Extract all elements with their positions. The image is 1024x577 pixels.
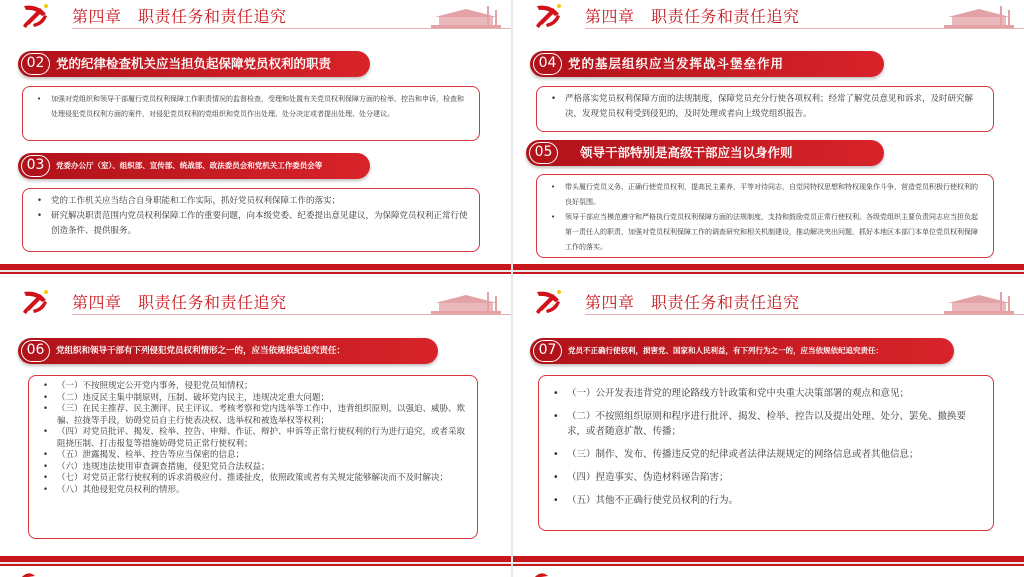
list-item: • （一）公开发表违背党的理论路线方针政策和党中央重大决策部署的观点和意见； bbox=[553, 386, 983, 401]
section-04-bar bbox=[530, 51, 884, 77]
list-item: • 加强对党组织和领导干部履行党员权利保障工作职责情况的监督检查，受理和处置有关党员权利保障方面的检举、控告和申诉，检查和处理侵犯党员权利方面的案件，对侵犯党员权利的党组织和党员作出处理、处分决定或者提出处理、处分建议。 bbox=[37, 92, 469, 122]
section-number: 04 bbox=[533, 53, 562, 75]
tiananmen-icon bbox=[425, 4, 505, 30]
list-item: • （五）其他不正确行使党员权利的行为。 bbox=[553, 493, 983, 508]
list-item: • （二）不按照组织原则和程序进行批评、揭发、检举、控告以及提出处理、处分、罢免、撤换要求，或者随意扩散、传播； bbox=[553, 409, 983, 439]
list-item: • （五）泄露揭发、检举、控告等应当保密的信息； bbox=[43, 450, 467, 462]
party-emblem-icon bbox=[533, 2, 563, 30]
list-item: • （六）违规违法使用审查调查措施，侵犯党员合法权益； bbox=[43, 462, 467, 474]
slide-bottom-bar bbox=[0, 556, 511, 562]
tiananmen-icon bbox=[938, 4, 1018, 30]
slide-bottom-bar bbox=[513, 264, 1024, 270]
section-04-box bbox=[536, 86, 994, 132]
slide-bottom-bar bbox=[513, 556, 1024, 562]
party-emblem-icon bbox=[533, 288, 563, 316]
slide-top-line bbox=[0, 272, 511, 274]
chapter-title: 第四章 职责任务和责任追究 bbox=[72, 293, 287, 312]
list-item: • （三）制作、发布、传播违反党的纪律或者法律法规规定的网络信息或者其他信息； bbox=[553, 447, 983, 462]
section-07-bar bbox=[530, 338, 954, 364]
slide-header bbox=[513, 286, 1024, 320]
section-number: 06 bbox=[21, 340, 50, 362]
section-title: 党的纪律检查机关应当担负起保障党员权利的职责 bbox=[56, 56, 332, 71]
slide-1[interactable] bbox=[0, 0, 511, 270]
slide-5-partial[interactable] bbox=[0, 564, 511, 577]
section-03-bar bbox=[18, 153, 370, 179]
section-number: 05 bbox=[529, 142, 558, 164]
slide-top-line bbox=[513, 272, 1024, 274]
slide-top-line bbox=[513, 564, 1024, 566]
section-03-box bbox=[22, 188, 480, 252]
slide-2[interactable] bbox=[513, 0, 1024, 270]
section-07-box bbox=[538, 375, 994, 531]
section-number: 02 bbox=[21, 53, 50, 75]
list-item: • （四）对党员批评、揭发、检举、控告、申辩、作证、辩护、申诉等正常行使权利的行为进行追究，或者采取阻挠压制、打击报复等措施妨碍党员正常行使权利； bbox=[43, 427, 467, 450]
party-emblem-icon bbox=[20, 570, 36, 577]
section-number: 07 bbox=[533, 340, 562, 362]
list-item: • 研究解决职责范围内党员权利保障工作的重要问题，向本级党委、纪委提出意见建议，为保障党员权利正常行使创造条件、提供服务。 bbox=[37, 209, 469, 239]
chapter-title: 第四章 职责任务和责任追究 bbox=[585, 7, 800, 26]
slide-header bbox=[513, 0, 1024, 34]
party-emblem-icon bbox=[20, 2, 50, 30]
section-05-box bbox=[536, 174, 994, 258]
slide-4[interactable] bbox=[513, 272, 1024, 562]
section-title: 党的基层组织应当发挥战斗堡垒作用 bbox=[568, 56, 785, 71]
section-number: 03 bbox=[21, 155, 50, 177]
section-title: 党组织和领导干部有下列侵犯党员权利情形之一的，应当依规依纪追究责任： bbox=[56, 346, 346, 356]
slide-header bbox=[0, 286, 511, 320]
list-item: • （三）在民主推荐、民主测评、民主评议、考核考察和党内选举等工作中，违背组织原则，以强迫、威胁、欺骗、拉拢等手段，妨碍党员自主行使表决权、选举权和被选举权等权利； bbox=[43, 404, 467, 427]
list-item: • （一）不按照规定公开党内事务，侵犯党员知情权； bbox=[43, 381, 467, 393]
list-item: • （二）违反民主集中制原则，压制、破坏党内民主，违规决定重大问题； bbox=[43, 393, 467, 405]
section-02-bar bbox=[18, 51, 370, 77]
list-item: • （八）其他侵犯党员权利的情形。 bbox=[43, 485, 467, 497]
list-item: • 领导干部应当模范遵守和严格执行党员权利保障方面的法规制度，支持和鼓励党员正常行使权利。各级党组织主要负责同志应当担负起第一责任人的职责，加强对党员权利保障工作的调查研究和相关机制建设，推动解决突出问题，抓好本地区本部门本单位党员权利保障工作的落实。 bbox=[551, 210, 983, 255]
tiananmen-icon bbox=[938, 290, 1018, 316]
tiananmen-icon bbox=[425, 290, 505, 316]
list-item: • 带头履行党员义务、正确行使党员权利，提高民主素养，平等对待同志，自觉同特权思想和特权现象作斗争，营造党员积极行使权利的良好氛围。 bbox=[551, 180, 983, 210]
section-title: 党委办公厅（室）、组织部、宣传部、统战部、政法委员会和党机关工作委员会等 bbox=[56, 161, 323, 170]
section-06-box bbox=[28, 375, 478, 539]
section-06-bar bbox=[18, 338, 438, 364]
list-item: • （四）捏造事实、伪造材料诬告陷害； bbox=[553, 470, 983, 485]
slide-bottom-bar bbox=[0, 264, 511, 270]
list-item: • 严格落实党员权利保障方面的法规制度，保障党员充分行使各项权利；经常了解党员意见和诉求，及时研究解决，发现党员权利受到侵犯的，及时处理或者向上级党组织报告。 bbox=[551, 92, 983, 122]
list-item: • 党的工作机关应当结合自身职能和工作实际，抓好党员权利保障工作的落实； bbox=[37, 194, 469, 209]
slide-top-line bbox=[0, 564, 511, 566]
section-title: 党员不正确行使权利，损害党、国家和人民利益，有下列行为之一的，应当依规依纪追究责任： bbox=[568, 346, 883, 355]
chapter-title: 第四章 职责任务和责任追究 bbox=[72, 7, 287, 26]
section-02-box bbox=[22, 86, 480, 141]
party-emblem-icon bbox=[533, 570, 549, 577]
chapter-title: 第四章 职责任务和责任追究 bbox=[585, 293, 800, 312]
slide-3[interactable] bbox=[0, 272, 511, 562]
list-item: • （七）对党员正常行使权利的诉求消极应付、推诿扯皮，依照政策或者有关规定能够解决而不及时解决； bbox=[43, 473, 467, 485]
slide-header bbox=[0, 0, 511, 34]
section-05-bar bbox=[526, 140, 884, 166]
section-title: 领导干部特别是高级干部应当以身作则 bbox=[580, 145, 793, 160]
party-emblem-icon bbox=[20, 288, 50, 316]
slide-6-partial[interactable] bbox=[513, 564, 1024, 577]
